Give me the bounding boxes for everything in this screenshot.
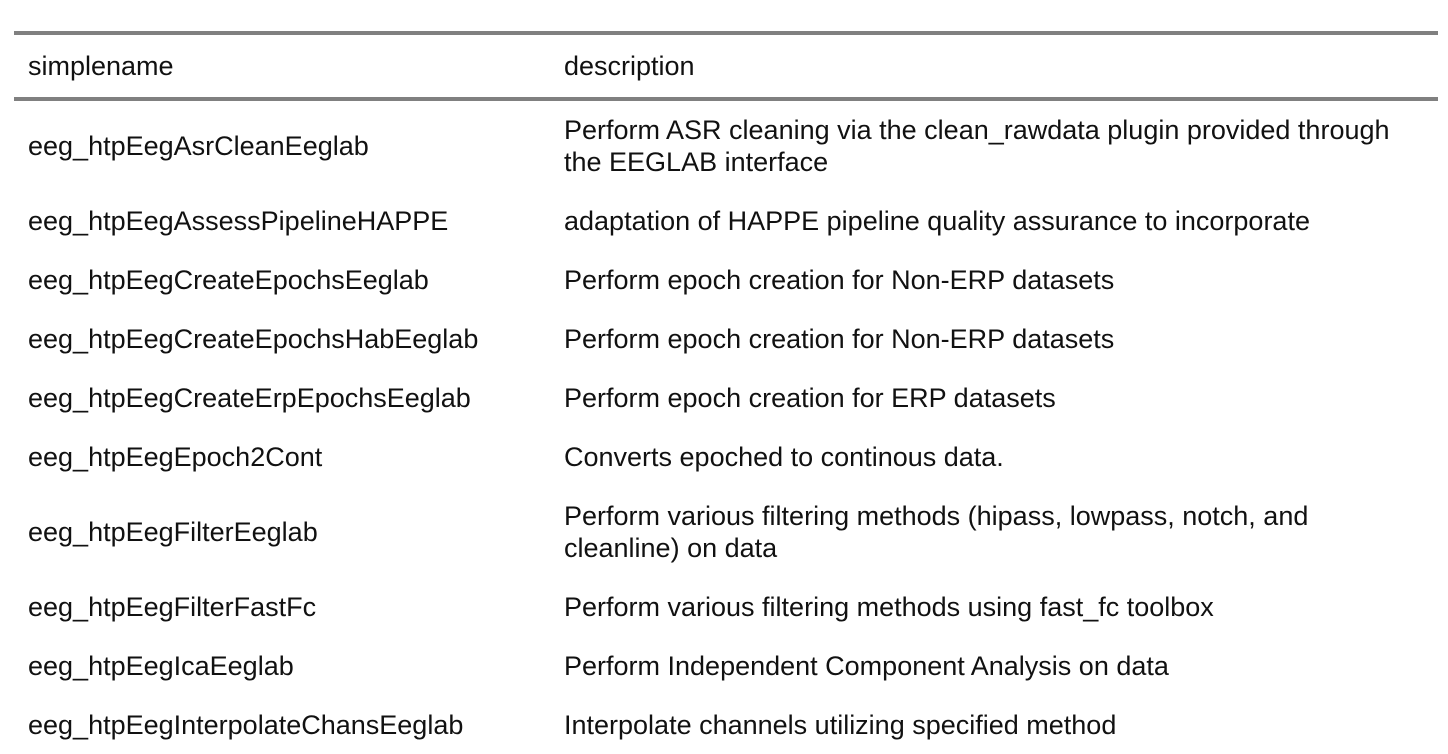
table-body [14, 99, 1438, 754]
table-row [14, 99, 1438, 191]
cell-simplename: eeg_htpEegFilterEeglab [28, 516, 318, 547]
cell-description: Perform epoch creation for Non-ERP datasets [564, 323, 1115, 354]
cell-simplename: eeg_htpEegEpoch2Cont [28, 441, 323, 472]
cell-description: Perform ASR cleaning via the clean_rawdata plugin provided through the EEGLAB interface [564, 115, 1390, 177]
cell-simplename: eeg_htpEegAssessPipelineHAPPE [28, 205, 449, 236]
header-simplename: simplename [28, 51, 174, 81]
table-row [14, 368, 1438, 427]
cell-description: adaptation of HAPPE pipeline quality assurance to incorporate [564, 205, 1310, 236]
cell-simplename: eeg_htpEegCreateEpochsHabEeglab [28, 323, 479, 354]
table-row [14, 250, 1438, 309]
cell-simplename: eeg_htpEegCreateEpochsEeglab [28, 264, 429, 295]
cell-simplename: eeg_htpEegInterpolateChansEeglab [28, 709, 464, 740]
table-row [14, 427, 1438, 486]
cell-description: Perform various filtering methods using fast_fc toolbox [564, 591, 1214, 622]
table-row [14, 636, 1438, 695]
functions-table [14, 31, 1438, 754]
table-row [14, 577, 1438, 636]
header-row [14, 33, 1438, 99]
cell-description: Interpolate channels utilizing specified method [564, 709, 1117, 740]
table-row [14, 309, 1438, 368]
cell-simplename: eeg_htpEegCreateErpEpochsEeglab [28, 382, 471, 413]
table-row [14, 486, 1438, 577]
cell-description: Perform epoch creation for Non-ERP datasets [564, 264, 1115, 295]
table-row [14, 695, 1438, 754]
header-description: description [564, 51, 695, 81]
cell-description: Converts epoched to continous data. [564, 441, 1004, 472]
cell-simplename: eeg_htpEegAsrCleanEeglab [28, 131, 369, 161]
cell-description: Perform Independent Component Analysis on data [564, 650, 1169, 681]
cell-simplename: eeg_htpEegFilterFastFc [28, 591, 317, 622]
cell-description: Perform epoch creation for ERP datasets [564, 382, 1056, 413]
table-header [14, 33, 1438, 99]
cell-description: Perform various filtering methods (hipass, lowpass, notch, and cleanline) on data [564, 500, 1309, 563]
cell-simplename: eeg_htpEegIcaEeglab [28, 650, 294, 681]
table-row [14, 191, 1438, 250]
